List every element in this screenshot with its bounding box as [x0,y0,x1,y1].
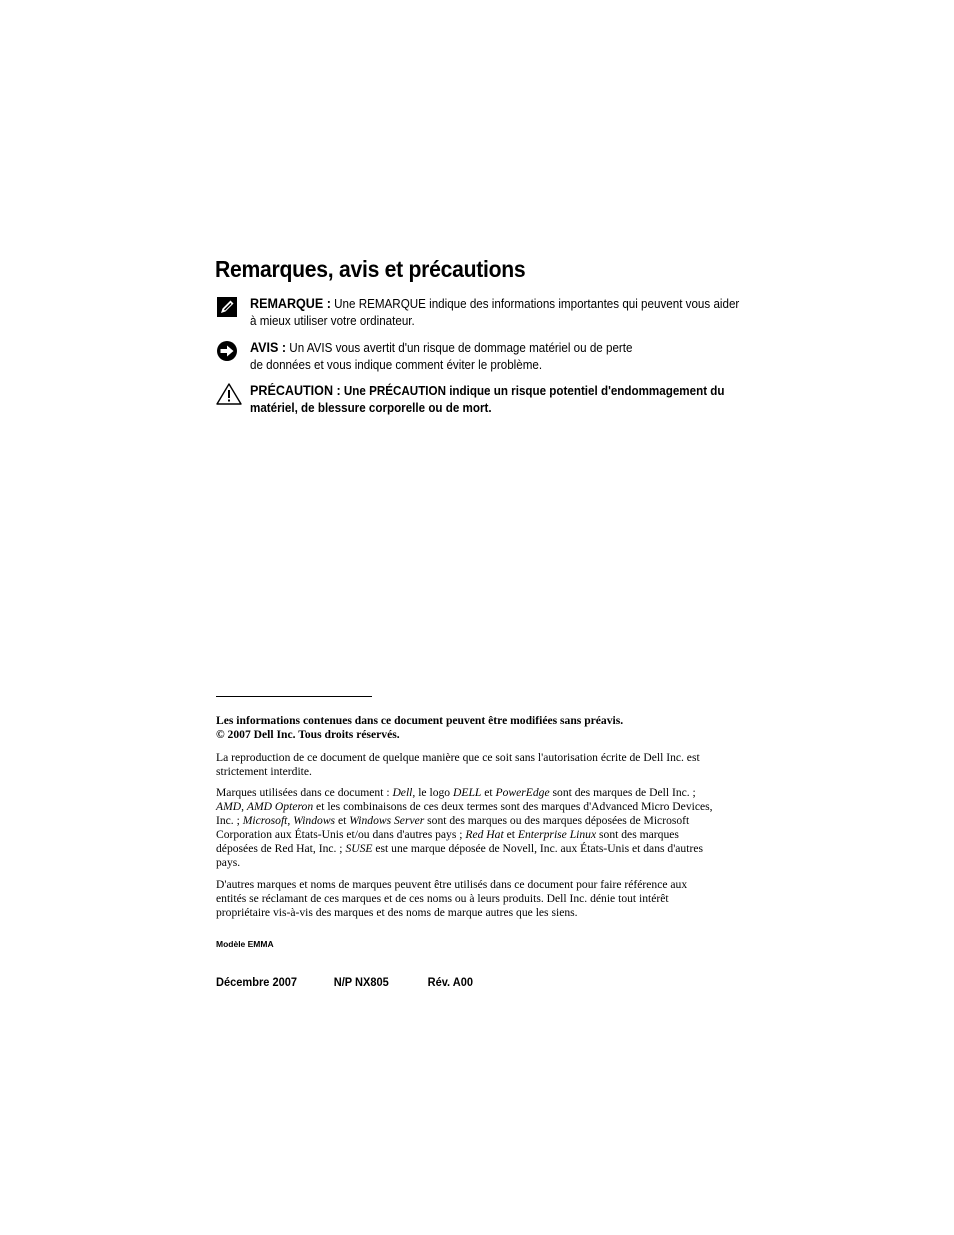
tm-microsoft: Microsoft [242,814,288,827]
tm-text: et [335,814,350,827]
note-notice [215,295,740,330]
tm-text: et [481,786,496,799]
tm-enterprise-linux: Enterprise Linux [517,828,597,841]
avis-text [250,339,748,374]
tm-text: sont des marques de Dell Inc. ; [549,786,696,799]
copyright-line: © 2007 Dell Inc. Tous droits réservés. [216,728,400,741]
caution-triangle-icon [215,382,239,406]
tm-text: et [503,828,518,841]
footer-part-number: N/P NX805 [333,975,389,989]
other-marks-text: D'autres marques et noms de marques peuvent être utilisés dans ce document pour faire référence aux entités se réclamant de ces marques et de ces noms ou à leurs produits. Dell Inc. dénie tout intérêt propriétaire vis-à-vis des marques et des noms de marque autres que les siens. [216,878,688,919]
tm-poweredge: PowerEdge [495,786,550,799]
tm-text: sont des marques ou des marques déposées de Microsoft Corporation aux États-Unis et/ou dans d'autres pays ; [216,814,690,841]
tm-windows: Windows [293,814,336,827]
tm-dell-logo: DELL [452,786,482,799]
legal-notice [216,714,716,742]
tm-text: et les combinaisons de ces deux termes sont des marques d'Advanced Micro Devices, Inc. ; [216,800,713,827]
trademarks-paragraph [216,786,716,870]
note-pencil-icon [215,295,239,319]
avis-line-1: Un AVIS vous avertit d'un risque de dommage matériel ou de perte [289,341,633,355]
tm-text: , le logo [412,786,453,799]
footer-revision: Rév. A00 [427,975,474,989]
footer-date: Décembre 2007 [216,975,298,989]
tm-amd: AMD [216,800,242,813]
model-label: Modèle EMMA [216,939,274,949]
tm-windows-server: Windows Server [349,814,425,827]
footnote-divider [216,696,372,697]
caution-notice [215,382,725,417]
reproduction-paragraph [216,751,716,779]
avis-notice [215,339,725,374]
tm-text: , [241,800,247,813]
tm-text: est une marque déposée de Novell, Inc. aux États-Unis et dans d'autres pays. [216,842,703,869]
note-body: Une REMARQUE indique des informations importantes qui peuvent vous aider à mieux utiliser votre ordinateur. [250,297,740,328]
avis-label: AVIS : [250,340,287,355]
notice-arrow-icon [215,339,239,363]
tm-text: sont des marques déposées de Red Hat, Inc. ; [216,828,679,855]
tm-suse: SUSE [345,842,373,855]
caution-text [250,382,748,417]
caution-label: PRÉCAUTION : [250,383,341,398]
legal-change-notice: Les informations contenues dans ce document peuvent être modifiées sans préavis. [216,714,624,727]
other-marks-paragraph [216,878,716,920]
note-label: REMARQUE : [250,296,331,311]
page-title: Remarques, avis et précautions [215,256,526,282]
document-footer [216,975,473,989]
caution-body: Une PRÉCAUTION indique un risque potentiel d'endommagement du matériel, de blessure corporelle ou de mort. [250,384,725,415]
tm-text: , [287,814,294,827]
note-text [250,295,748,330]
reproduction-text: La reproduction de ce document de quelque manière que ce soit sans l'autorisation écrite de Dell Inc. est strictement interdite. [216,751,700,778]
tm-text: Marques utilisées dans ce document : [216,786,393,799]
avis-line-2: de données et vous indique comment éviter le problème. [250,358,543,372]
tm-amd-opteron: AMD Opteron [246,800,314,813]
tm-red-hat: Red Hat [465,828,504,841]
tm-dell: Dell [392,786,413,799]
